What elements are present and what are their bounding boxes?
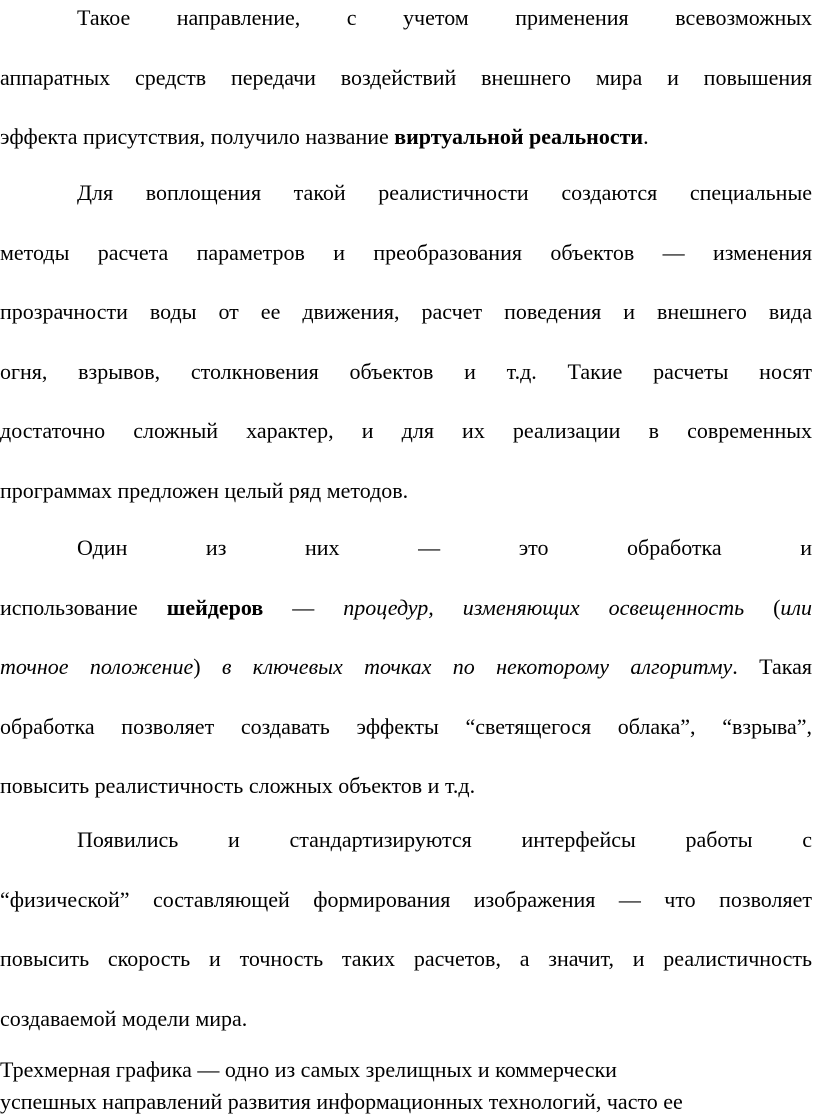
text-line: обработка позволяет создавать эффекты “светящегося облака”, “взрыва”, <box>0 713 812 739</box>
text-line: повысить реалистичность сложных объектов и т.д. <box>0 773 476 798</box>
text-run: ( <box>744 594 781 620</box>
text-line: повысить скорость и точность таких расчетов, а значит, и реалистичность <box>0 946 812 971</box>
text-line: Для воплощения такой реалистичности создаются специальные <box>77 180 812 205</box>
bold-term: шейдеров <box>166 594 264 620</box>
text-line: создаваемой модели мира. <box>0 1005 248 1031</box>
text-line <box>0 107 812 167</box>
text-line <box>0 578 812 638</box>
text-line: огня, взрывов, столкновения объектов и т.д. Такие расчеты носят <box>0 358 812 384</box>
text-line: достаточно сложный характер, и для их реализации в современных <box>0 418 812 443</box>
bold-term: виртуальной реальности <box>394 124 644 149</box>
italic-definition: точное положение <box>0 654 194 679</box>
italic-definition: процедур, изменяющих освещенность <box>343 594 745 620</box>
text-line <box>0 637 812 697</box>
italic-definition: или <box>780 594 813 620</box>
text-line: аппаратных средств передачи воздействий внешнего мира и повышения <box>0 64 812 90</box>
text-run: эффекта присутствия, получило название <box>0 124 395 149</box>
paragraph-3d-graphics <box>0 1054 812 1118</box>
text-line: “физической” составляющей формирования изображения — что позволяет <box>0 886 812 912</box>
text-run: использование <box>0 594 167 620</box>
text-line: Появились и стандартизируются интерфейсы работы с <box>77 827 812 852</box>
paragraph-shaders <box>0 518 812 816</box>
paragraph-virtual-reality <box>0 0 812 167</box>
italic-definition: в ключевых точках по некоторому алгоритму <box>200 654 733 679</box>
text-run: ) <box>193 654 201 679</box>
paragraph-physics-interfaces <box>0 810 812 1048</box>
text-line: Такое направление, с учетом применения всевозможных <box>77 5 812 30</box>
paragraph-realism-methods <box>0 163 812 520</box>
text-run: . <box>643 124 649 149</box>
text-run: . Такая <box>732 654 813 679</box>
text-line: прозрачности воды от ее движения, расчет поведения и внешнего вида <box>0 299 812 324</box>
text-line: Один из них — это обработка и <box>77 535 812 560</box>
text-run: — <box>263 594 344 620</box>
text-line: успешных направлений развития информационных технологий, часто ее <box>0 1089 683 1114</box>
text-line: программах предложен целый ряд методов. <box>0 477 409 503</box>
text-line: методы расчета параметров и преобразования объектов — изменения <box>0 239 812 265</box>
text-line: Трехмерная графика — одно из самых зрелищных и коммерчески <box>0 1057 617 1082</box>
